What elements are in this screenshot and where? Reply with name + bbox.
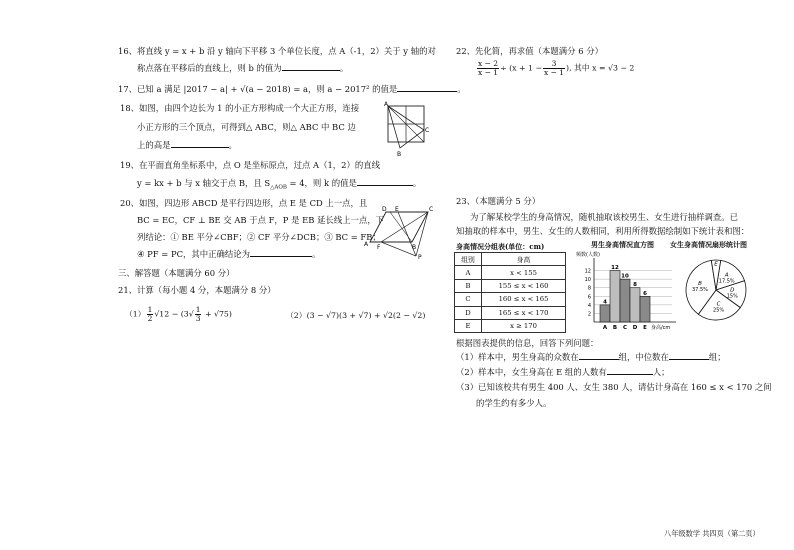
question-23-info: 根据图表提供的信息，回答下列问题：: [456, 338, 599, 348]
label-e: E: [395, 206, 399, 213]
y-tick-label: 4: [587, 302, 591, 309]
data-label: 4: [603, 299, 607, 306]
question-20-line2: BC = EC，CF ⊥ BE 交 AB 于点 F，P 是 EB 延长线上一点，下: [137, 215, 385, 225]
label-b: B: [412, 244, 417, 251]
table-title: 身高情况分组表(单位：cm): [456, 242, 545, 251]
question-19-line2: y = kx + b 与 x 轴交于点 B，且 $S_{\triangle AOB} = 4$，则 k 的值是 。: [137, 178, 422, 191]
x-tick-label: A: [602, 325, 608, 331]
question-17: 17、已知 a 满足 |2017 − a| + √(a − 2018) = a，则 a − 2017² 的值是 。: [118, 84, 466, 94]
x-tick-label: B: [612, 325, 618, 331]
female-height-pie-chart: [680, 256, 760, 326]
answer-blank[interactable]: [669, 359, 709, 360]
x-tick-label: C: [622, 325, 628, 331]
question-18: 18、如图，由四个边长为 1 的小正方形构成一个大正方形，连接: [120, 103, 360, 113]
answer-blank[interactable]: [607, 374, 653, 375]
question-23-intro2: 知抽取的样本中，男生、女生的人数相同，利用所得数据绘制如下统计表和图：: [456, 226, 750, 236]
section-title: 三、解答题（本题满分 60 分）: [118, 268, 235, 278]
table-row: B 155 ≤ x < 160: [455, 279, 566, 292]
question-20-line4: ④ PF = PC，其中正确结论为 。: [137, 249, 321, 259]
label-a: A: [384, 101, 389, 108]
slice-label: C: [716, 301, 721, 308]
question-21: 21、计算（每小题 4 分，本题满分 8 分）: [118, 285, 276, 295]
question-22: 22、先化简，再求值（本题满分 6 分）: [456, 46, 603, 56]
question-21-part1: （1） $\frac{1}{2}$ √12 − (3√ $\frac{1}{3}$ + √75): [125, 305, 232, 323]
table-row: E x ≥ 170: [455, 319, 566, 332]
male-height-histogram: [572, 250, 684, 332]
question-text: 已知 a 满足 |2017 − a| + √(a − 2018) = a，则 a − 2017² 的值是: [137, 84, 398, 94]
answer-blank[interactable]: [250, 256, 312, 257]
pie-chart-title: 女生身高情况扇形统计图: [670, 240, 747, 249]
question-number: 17、: [118, 84, 138, 94]
height-group-table: [454, 252, 566, 333]
x-tick-label: E: [643, 325, 647, 331]
slice-percent: 15%: [726, 293, 738, 300]
answer-blank[interactable]: [579, 359, 619, 360]
slice-percent: 25%: [713, 307, 725, 314]
bar: [620, 279, 630, 322]
question-number: 20、: [120, 198, 140, 208]
table-header-cell: 身高: [482, 253, 566, 266]
table-header-row: [455, 253, 566, 266]
answer-blank[interactable]: [357, 185, 413, 186]
bar-chart-title: 男生身高情况直方图: [591, 240, 654, 249]
question-number: 16、: [118, 46, 138, 56]
x-tick-label: D: [632, 325, 638, 331]
label-c: C: [425, 127, 430, 134]
table-row: D 165 ≤ x < 170: [455, 306, 566, 319]
figure-q20: [360, 204, 440, 260]
label-b: B: [397, 151, 402, 158]
question-18-line2: 小正方形的三个顶点，可得到△ ABC，则△ ABC 中 BC 边: [137, 122, 356, 132]
y-tick-label: 6: [587, 294, 591, 301]
question-23-sub3-line2: 的学生约有多少人。: [476, 398, 552, 408]
bar: [640, 296, 650, 322]
label-a: A: [364, 241, 369, 248]
question-18-line3: 上的高是 。: [137, 140, 237, 150]
question-text: 将直线 y = x + b 沿 y 轴向下平移 3 个单位长度，点 A（-1，2）关于 y 轴的对: [137, 46, 436, 56]
y-tick-label: 10: [584, 277, 591, 284]
bar: [630, 288, 640, 322]
page-footer: 八年级数学 共四页（第二页）: [664, 529, 760, 538]
slice-label: D: [730, 287, 735, 294]
data-label: 6: [643, 290, 647, 297]
label-c: C: [429, 206, 434, 213]
y-tick-label: 12: [584, 268, 591, 275]
label-f: F: [377, 244, 381, 251]
label-p: P: [418, 254, 422, 260]
question-number: 22、: [456, 46, 476, 56]
x-axis-label: 身高/cm: [651, 325, 671, 331]
data-label: 10: [621, 273, 629, 280]
answer-blank[interactable]: [282, 70, 340, 71]
slice-percent: 37.5%: [692, 287, 708, 294]
question-16-line2: 称点落在平移后的直线上，则 b 的值为 。: [137, 63, 349, 73]
answer-blank[interactable]: [171, 147, 229, 148]
question-number: 23、: [456, 196, 476, 206]
question-23-sub2: （2）样本中，女生身高在 E 组的人数有 人；: [456, 367, 670, 377]
answer-blank[interactable]: [397, 91, 457, 92]
slice-label: E: [714, 261, 718, 268]
question-23-intro1: 为了解某校学生的身高情况，随机抽取该校男生、女生进行抽样调查。已: [470, 212, 738, 222]
slice-label: A: [724, 272, 729, 279]
slice-percent: 17.5%: [718, 278, 735, 285]
question-number: 19、: [120, 160, 140, 170]
data-label: 8: [633, 282, 637, 289]
question-16: [118, 46, 436, 57]
question-number: 18、: [120, 103, 140, 113]
y-tick-label: 2: [587, 311, 591, 318]
question-23-sub3: （3）已知该校共有男生 400 人、女生 380 人，请估计身高在 160 ≤ x < 170 之间: [456, 382, 772, 392]
slice-label: B: [698, 281, 702, 288]
label-d: D: [382, 206, 387, 213]
data-label: 12: [611, 265, 619, 272]
table-row: A x < 155: [455, 266, 566, 279]
question-23: 23、（本题满分 5 分）: [456, 196, 541, 206]
y-axis-label: 频数(人数): [576, 252, 600, 258]
question-20: 20、如图，四边形 ABCD 是平行四边形，点 E 是 CD 上一点，且: [120, 198, 368, 208]
question-number: 21、: [118, 285, 138, 295]
question-22-expression: $\frac{x - 2}{x - 1}$ ÷ (x + 1 − $\frac{3}{x - 1}$ ), 其中 x = √3 − 2: [478, 59, 635, 77]
table-row: C 160 ≤ x < 165: [455, 293, 566, 306]
figure-q18: [384, 100, 434, 160]
bar: [610, 271, 620, 322]
y-tick-label: 8: [587, 285, 591, 292]
question-23-sub1: （1）样本中，男生身高的众数在 组，中位数在 组；: [456, 352, 726, 362]
question-19: 19、在平面直角坐标系中，点 O 是坐标原点，过点 A（1，2）的直线: [120, 160, 380, 170]
table-header-cell: 组别: [455, 253, 482, 266]
bar: [600, 305, 610, 322]
question-20-line3: 列结论：① BE 平分∠CBF；② CF 平分∠DCB；③ BC = FB；: [137, 232, 381, 242]
question-21-part2: （2）(3 − √7)(3 + √7) + √2(2 − √2): [286, 311, 426, 320]
